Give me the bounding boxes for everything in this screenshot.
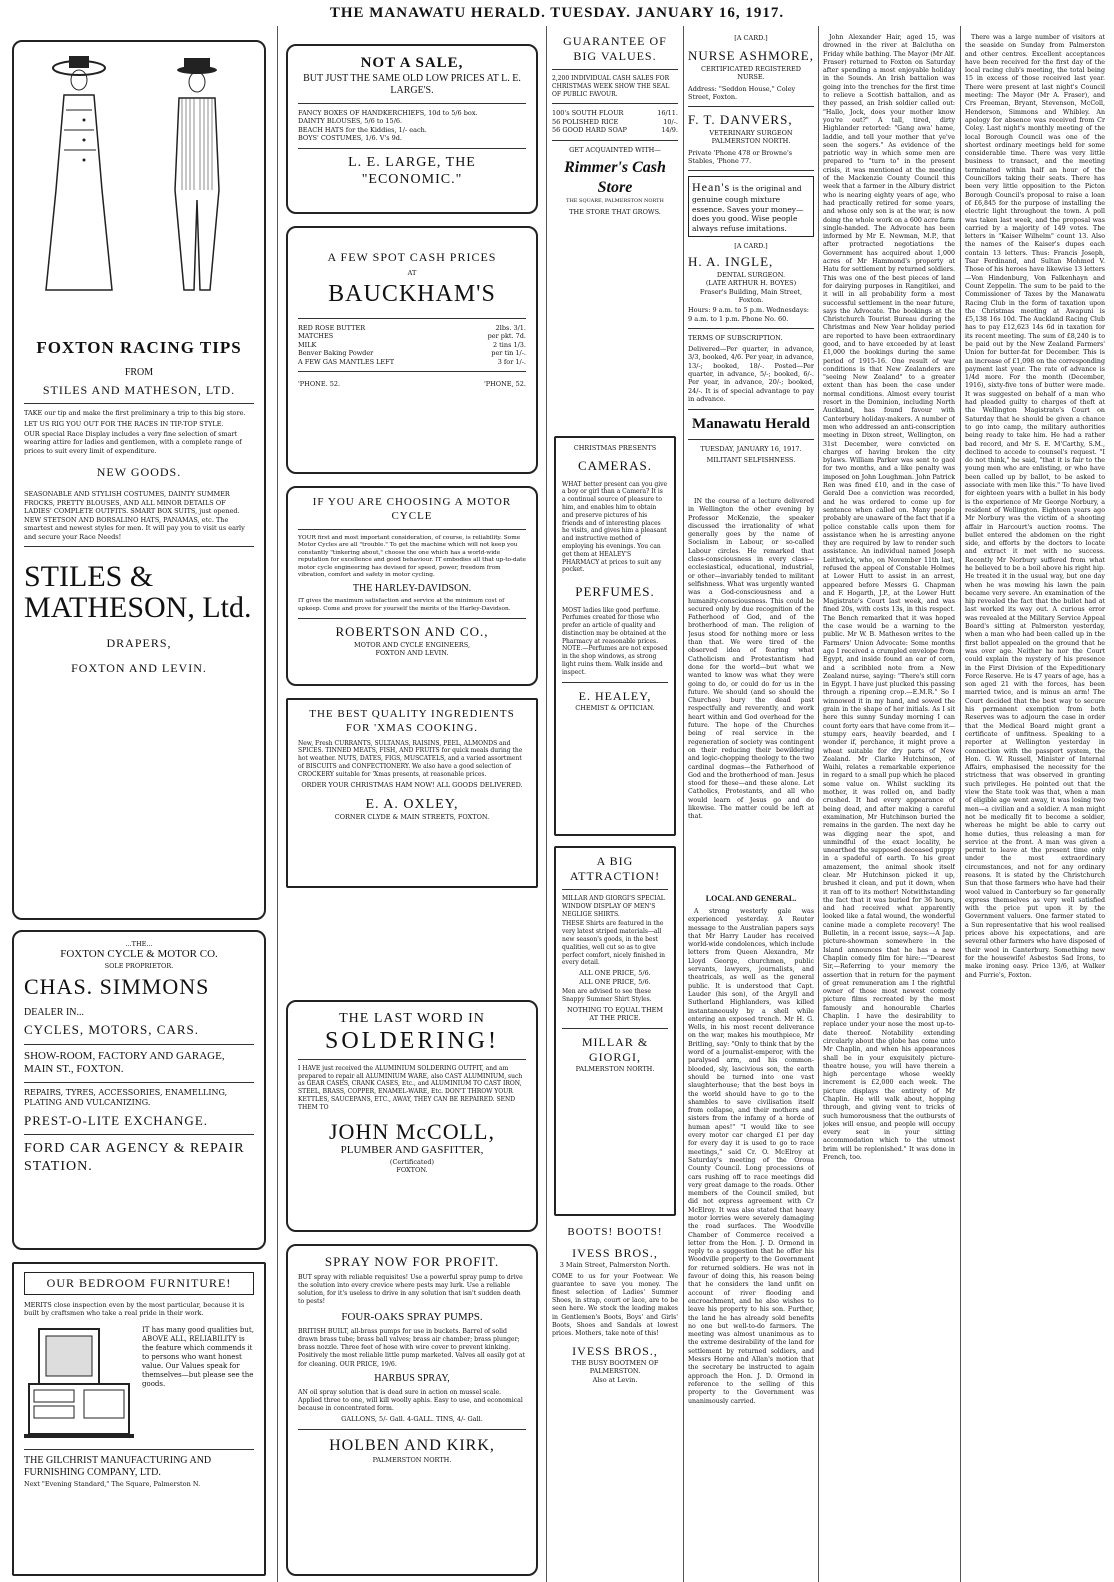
le-large-ad (286, 44, 538, 214)
motor-towns: FOXTON AND LEVIN. (375, 648, 449, 657)
mccoll-body: I HAVE just received the ALUMINIUM SOLDERING OUTFIT, and am prepared to repair all ALUMINIUM WARE, also CAST ALUMINIUM, such as GEAR CASES, CRANK CASES, Etc., and ALUMINIUM TO CAST IRON, STEEL, BRASS, COPPER, ENAMEL-WARE, Etc. DON'T THROW YOUR KETTLES, SAUCEPANS, ETC., AWAY, THEY CAN BE REPAIRED. SEND THEM TO (298, 1064, 523, 1111)
bauckham-at: AT (407, 269, 417, 277)
oxley-address: CORNER CLYDE & MAIN STREETS, FOXTON. (334, 813, 490, 822)
terms-body: Delivered—Per quarter, in advance, 3/3, booked, 4/6. Per year, in advance, 13/-; booked, 18/-. Posted—Per quarter, in advance, 5/-; booked, 6/-. Per year, in advance, 20/-; booked, 24/-. It is of special advantage to pay in advance. (688, 344, 814, 404)
ivess-title: BOOTS! BOOTS! (567, 1226, 663, 1238)
mccoll-word: SOLDERING! (325, 1027, 499, 1054)
racing-body: OUR special Race Display includes a very fine selection of smart wearing attire for ladies and gentlemen, with a complete range of prices to suit every limit of expenditure. (24, 430, 242, 455)
column-rule (277, 26, 278, 1582)
cycle-company: FOXTON CYCLE & MOTOR CO. (60, 948, 218, 961)
mccoll-ad (286, 1000, 538, 1232)
ivess-body: COME to us for your Footwear. We guarantee to save you money. The finest selection of Ladies' Summer Shoes, in strap, court or lace, are to be seen here. We stock the leading makes in Gentlemen's Boots, Boys' and Girls' Boots, Shoes and Sandals at lowest prices. Mothers, take note of this! (552, 1273, 678, 1337)
nurse-title: CERTIFICATED REGISTERED NURSE. (701, 64, 801, 82)
cycle-ford: FORD CAR AGENCY & REPAIR STATION. (24, 1141, 245, 1174)
rimmer-tag: THE STORE THAT GROWS. (569, 207, 661, 216)
bauckham-phones: 'PHONE. 52. 'PHONE, 52. (298, 380, 526, 389)
rimmer-item: 56 GOOD HARD SOAP 14/9. (552, 126, 678, 135)
rimmer-item: 56 POLISHED RICE 10/-. (552, 117, 678, 126)
cycle-prestolite: PREST-O-LITE EXCHANGE. (24, 1112, 209, 1128)
ivess-address: 3 Main Street, Palmerston North. (559, 1260, 671, 1269)
millar-price: ALL ONE PRICE, 5/6. (579, 977, 651, 986)
healey-trade: CHEMIST & OPTICIAN. (575, 703, 655, 712)
large-item: DAINTY BLOUSES, 5/6 to 15/6. (298, 117, 403, 126)
spray-body: BUT spray with reliable requisites! Use a powerful spray pump to drive the solution into every crevice where pests may lurk. Use a reliable solution, for it's useless to drive in any solution that isn't sudden death to pests! (298, 1274, 523, 1306)
news-column-5: John Alexander Hair, aged 15, was drowned in the river at Balclutha on Friday while bathing. The Mayor (Mr Alf. Fraser) returned to Foxton on Saturday after spending a most enjoyable holiday in the Sounds. An Irish battalion was going into the trenches for the first time to relieve a Scottish battalion, and as they passed, an Irish soldier called out: "Hallo, Jock, does your mother know you're out?" A tall, tired, dirty Highlander retorted: "Gang awa' hame, laddie, and tell your mother that ye've seen the sogers." As evidence of the patriotic way in which some men are prepared to "turn to" in the present crisis, it was mentioned at the meeting of the Mackenzie County Council this week that a farmer in the Albury district who is nearing eighty years of age, who had practically retired for some years, and whose only son is at the war, is now doing the whole work on a 600 acre farm single-handed. The Advocate has been informed by Mr E. Newman, M.P., that after protracted negotiations the Government has acquired about 1,000 acres of Mr Hammond's property at Hatu for settlement by returned soldiers. This was one of the best pieces of land for dairying purposes in Rangitikei, and it will in all probability form a most successful settlement in the near future, says the Advocate. The bookings at the Christchurch Tourist Bureau during the Christmas and New Year holiday period are reported to have been extraordinary good, and to have exceeded by at least £1,000 the bookings during the same period of 1915-16. One result of war conditions is that New Zealanders are "seeing New Zealand" to a greater extent than has been the case under normal conditions. Almost every tourist resort in the Dominion, including North Auckland, has found favour with Canterbury holiday-makers. A number of men who addressed an anti-conscription meeting in Dixon street, Wellington, on 31st December, were convicted on charges of having broken the city bylaws. William Parker was sent to gaol for two months, and a like penalty was imposed on John Loughman. John Patrick Ren was fined £10, and in the case of Gerald Dee a conviction was recorded, and he was ordered to come up for sentence when called on. Many people probably are unaware of the fact that if a police constable calls upon them for assistance when he is arresting anyone they are required by law to render such assistance. An individual named Joseph Leithwick, who, on November 11th last, refused the appeal of Constable Holmes at Lower Hutt to assist in an arrest, appeared before Messrs G. Chapman and F. Hogarth, J.P., at the Lower Hutt Magistrate's Court last week, and was fined 20s, with costs 13s, in this respect. The Bench remarked that it was hoped the case would be a warning to the public. Mr W. B. Matheson writes to the Farmers' Union Advocate: Some months ago I received a crumpled envelope from Egypt, and inside found an ear of corn, and a scribbled note from a New Zealand nurse, saying: "There's still corn in Egypt. I have just plucked this passing through a ripening crop.—E.M.R." So I winnowed it in my hand, and sowed the grain in the shape of her initials. As I sit here this sunny Sunday morning I can count forty ears that have come from it—stumpy ears, heavily bearded, and I wonder if, perchance, it might prove a wheat suitable for dry parts of New Zealand. Mr Clarke Hutchinson, of Waihi, relates a remarkable experience in regard to a small pup which he placed some value on. Whilst suckling its mother, it was rolled on, and badly crushed. It had every appearance of being dead, and after making a careful examination, Mr Hutchinson buried the remains in the garden. The next day he was digging near the spot, and unmindful of the exact locality, he unearthed the supposed deceased puppy in a spadeful of earth. To his great amazement, the animal shook itself clear. Mr Hutchinson picked it up, brushed it clean, and put it down, when it ran off to its mother! Notwithstanding the fact that it was buried for 36 hours, and had received what apparently looked like a fatal wound, the wonderful canine made a complete recovery! The Bulletin, in a recent issue, says:—A Jap. picture-showman somewhere in the Island announces that he has a new Chaplin comedy film for hire:—"Dearest Sir,—Referring to your memory the assertion that in return for the payment of great remuneration am I the rightful owner of those most newest comedy picture films recreated by the most famously and honourable Charles Chaplin. I have the desirability to replace under your nose the most up-to-date thereof. Notability extending circularly about the globe has come unto Mr Chaplin, and when his appearances shall be in your exquisitely picture-theatre house, you will have therein a high percentage whose weekly increment is £2,000 each week. The picture displays the entirety of Mr Chaplin. He will walk about, hopping through, and giving vent to tricks of such humorousness that the outbursts of jokes will ensue, and people will occupy every seat in your sitting accommodation which to the utmost brim will be replenished." It was done in French, too. (823, 34, 955, 1162)
millar-nothing: NOTHING TO EQUAL THEM AT THE PRICE. (566, 1005, 664, 1023)
nurse-name: NURSE ASHMORE, (688, 48, 814, 64)
motor-body: IT gives the maximum satisfaction and service at the minimum cost of upkeep. Come and prove for yourself the merits of the Harley-Davidson. (298, 598, 511, 612)
ivess-tag: THE BUSY BOOTMEN OF PALMERSTON. (571, 1358, 659, 1376)
ingle-name: H. A. INGLE, (688, 254, 774, 270)
millar-body: MILLAR AND GIORGI'S SPECIAL WINDOW DISPLAY OF MEN'S NEGLIGE SHIRTS. (562, 895, 665, 918)
motor-trade: MOTOR AND CYCLE ENGINEERS, (353, 640, 471, 649)
holben-kirk-ad (286, 1244, 538, 1576)
racing-title: FOXTON RACING TIPS (36, 338, 242, 358)
hean-ad: Hean's is the original and genuine cough mixture essence. Saves your money—does you good. Wise people always refuse imitations. (688, 176, 814, 237)
ingle-title: DENTAL SURGEON. (716, 270, 786, 279)
foxton-cycle-ad (12, 930, 266, 1250)
cameras-title: CAMERAS. (577, 458, 653, 474)
spray-harbus: HARBUS SPRAY, (374, 1372, 450, 1384)
gilchrist-furniture-ad (12, 1262, 266, 1576)
mccoll-title: THE LAST WORD IN (339, 1011, 485, 1026)
spray-firm: HOLBEN AND KIRK, (329, 1436, 495, 1454)
spray-pumps: FOUR-OAKS SPRAY PUMPS. (341, 1310, 483, 1323)
healey-ad (554, 436, 676, 836)
paper-nameplate: Manawatu Herald (692, 415, 810, 432)
rimmer-logo-sub: THE SQUARE, PALMERSTON NORTH (566, 198, 664, 205)
cycle-the: ...THE... (125, 940, 153, 948)
bauckham-item: MATCHES per pkt. 7d. (298, 332, 526, 341)
stiles-name: STILES & MATHESON, Ltd. (24, 559, 252, 625)
cycle-line: CYCLES, MOTORS, CARS. (24, 1022, 199, 1038)
card-label: [A CARD.] (734, 34, 768, 42)
racing-body: SEASONABLE AND STYLISH COSTUMES, DAINTY SUMMER FROCKS, PRETTY BLOUSES, AND ALL MINOR DETAILS OF LADIES' COMPLETE OUTFITS. SMART BOX SUITS, just opened. NEW STETSON AND BORSALINO HATS, PANAMAS, etc. The smartest and newest styles for men. It will pay you to visit us early and secure your Race Needs! (24, 490, 245, 541)
spray-title: SPRAY NOW FOR PROFIT. (324, 1254, 500, 1269)
spray-town: PALMERSTON NORTH. (372, 1455, 452, 1464)
cameras-xmas: CHRISTMAS PRESENTS (573, 444, 657, 452)
cycle-dealer: DEALER IN... (24, 1006, 84, 1018)
furniture-address: Next "Evening Standard," The Square, Palmerston N. (24, 1479, 201, 1488)
motor-firm: ROBERTSON AND CO., (335, 624, 489, 640)
racing-body: TAKE our tip and make the first preliminary a trip to this big store. (24, 409, 246, 418)
oxley-name: E. A. OXLEY, (365, 796, 459, 812)
mccoll-name: JOHN McCOLL, (329, 1118, 495, 1144)
rimmer-item: 100's SOUTH FLOUR 16/11. (552, 109, 678, 118)
danvers-phone: Private 'Phone 478 or Browne's Stables, 'Phone 77. (688, 148, 793, 165)
column-rule (818, 26, 819, 1582)
mccoll-town: FOXTON. (396, 1166, 428, 1175)
ivess-name: IVESS BROS., (572, 1245, 658, 1260)
editorial-text: IN the course of a lecture delivered in Wellington the other evening by Professor McKenzie, the speaker discussed the irrationality of what generally goes by the name of Socialism in Labour, or so-called Labour circles. He remarked that class-consciousness in every class—ecclesiastical, educational, industrial, or other—invariably tended to militant selfishness. What was urgently wanted was a God-consciousness and a humanity-consciousness. This could be secured only by due recognition of the Fatherhood of God, and of the brotherhood of man. The religion of Jesus stood for nothing more or less than that. We were tired of the observed idea of fearing what Catholicism and Protestantism had done for the world—but what we wanted to know was what they were going to do, or could do for us in the future. We should (and so should the Churches) bury the dead past respectfully and reverently, and work heart within and God overhead for the future. The hope of the Churches being of real service in the regeneration of society was contingent on their reducing their bewildering and logic-chopping theology to the two cardinal dogmas—the Fatherhood of God and the brotherhood of man. Jesus stood for these—and these alone. Let Catholics, Protestants, and all who would learn of Jesus go and do likewise. The matter could be left at that. (688, 498, 814, 821)
robertson-motor-ad (286, 486, 538, 686)
furniture-side: IT has many good qualities but, ABOVE ALL, RELIABILITY is the feature which commends it to persons who want honest value. Our Values speak for themselves—but please see the goods. (142, 1325, 254, 1389)
spray-body: BRITISH BUILT, all-brass pumps for use in buckets. Barrel of solid drawn brass tube; brass ball valves; brass air chamber; brass plunger; brass nozzle. Three feet of hose with wire cover to prevent kinking. Positively the most reliable little pump marketed. Valves all easily got at for cleaning. OUR PRICE, 19/6. (298, 1328, 525, 1368)
mccoll-trade: PLUMBER AND GASFITTER, (340, 1143, 484, 1156)
ivess-name2: IVESS BROS., (572, 1343, 658, 1358)
ingle-hours: Hours: 9 a.m. to 5 p.m. Wednesdays: 9 a.m. to 1 p.m. Phone No. 60. (688, 306, 809, 323)
oxley-body: New, Fresh CURRANTS, SULTANAS, RAISINS, PEEL, ALMONDS and SPICES. TINNED MEATS, FISH, AND FRUITS for quick meals during the hot weather. NUTS, DATES, FIGS, MUSCATELS, and a varied assortment of BISCUITS and CONFECTIONERY. We also have a good selection of CROCKERY suitable for 'Xmas presents, at reasonable prices. (298, 739, 523, 778)
ivess-ad (552, 1226, 678, 1576)
stiles-matheson-ad (12, 40, 266, 920)
millar-giorgi-ad (554, 846, 676, 1216)
furniture-body: MERITS close inspection even by the most particular, because it is built by craftsmen who take a real pride in their work. (24, 1301, 245, 1318)
spray-gallons: GALLONS, 5/- Gall. 4-GALL. TINS, 4/- Gall. (341, 1415, 483, 1424)
local-general-heading: LOCAL AND GENERAL. (705, 894, 797, 903)
terms-title: TERMS OF SUBSCRIPTION. (688, 334, 783, 343)
large-item: FANCY BOXES OF HANDKERCHIEFS, 10d to 5/6 box. (298, 108, 478, 117)
millar-town: PALMERSTON NORTH. (575, 1064, 655, 1073)
oxley-ad (286, 698, 538, 888)
racing-body: LET US RIG YOU OUT FOR THE RACES IN TIP-TOP STYLE. (24, 419, 224, 428)
cycle-repairs: REPAIRS, TYRES, ACCESSORIES, ENAMELLING, PLATING AND VULCANIZING. (24, 1088, 228, 1108)
millar-title: A BIG ATTRACTION! (569, 854, 661, 883)
large-sign: L. E. LARGE, THE "ECONOMIC." (348, 154, 476, 187)
bauckham-item: MILK 2 tins 1/3. (298, 340, 526, 349)
cycle-proprietor: CHAS. SIMMONS (24, 973, 210, 999)
furniture-firm: THE GILCHRIST MANUFACTURING AND FURNISHING COMPANY, LTD. (24, 1454, 212, 1479)
towns-label: FOXTON AND LEVIN. (71, 660, 207, 675)
dressing-table-icon (24, 1324, 134, 1444)
millar-name: MILLAR & GIORGI, (581, 1034, 649, 1064)
oxley-title: THE BEST QUALITY INGREDIENTS FOR 'XMAS COOKING. (309, 708, 515, 734)
furniture-title: OUR BEDROOM FURNITURE! (24, 1272, 254, 1295)
column-rule (683, 26, 684, 1582)
bauckham-item: Benver Baking Powder per tin 1/-. (298, 349, 526, 358)
news-column-6: There was a large number of visitors at the seaside on Sunday from Palmerston and other centres. Excellent acceptances have been received for the first day of the local racing club's meeting, the total being 15 in excess of those received last year. There were present at last night's Council meeting: The Mayor (Mr A. Fraser), and Crs Freeman, Bryant, Stevenson, McColl, Henderson, Simmons and Whibley. An apology for absence was received from Cr Coley. Last night's monthly meeting of the local Borough Council was one of the shortest ordinary meetings held for some considerable time. There was very little business to transact, and the meeting terminated within half an hour of the Councillors taking their seats. There has been very little opposition to the Picton Borough Council's proposal to raise a loan of £6,845 for the purpose of installing the electric light throughout the town. A poll was taken last week, and the proposal was carried by a majority of 149 votes. The letters in "Kaiser Wilhelm" count 13. Also the names of the Kaiser's dupes each contain 13 letters. Thus: Francis Joseph, Tsar Ferdinand, and Sultan Mohmed V. Those of his heroes have likewise 13 letters—Von Hindenburg, Von Falkenhayn and Count Zeppelin. The sum to be paid to the Commissioner of Taxes by the Manawatu Racing Club in the form of taxation upon the Christmas meeting at Awapuni is £5,138 16s 10d. The Auckland Racing Club has to pay £12,623 14s 6d in taxation for its recent meeting. The sum of £8,240 is to be paid out by the New Zealand Farmers' Union for butter-fat for December. This is an increase of £1,098 on the corresponding payment last year. The rate of advance is 1/4d more. For the month (December, 1916), sixty-five tons of butter were made. It was suggested on behalf of a man who had pleaded guilty to charges of theft at the Wellington Magistrate's Court on Saturday that he should be given a chance to go into camp, the military authorities being ready to take him. He had a rather bad record, and Mr S. E. M'Carthy, S.M., declined to accede to counsel's request. "I do not think," he said, "that it is fair to the young men who are enlisting, or who have been called up by ballot, to be asked to associate with men like this." To have lived for eighteen years with a bullet in his body is the experience of Mr George Norbury, a resident of Wellington. Eighteen years ago Mr Norbury was the victim of a shooting affair in Harcourt's auction rooms. The bullet entered the abdomen on the right side, and efforts by the doctors to locate and extract it met with no success. Recently Mr Norbury suffered from what he believed to be a boil above his right hip. He treated it in the usual way, but one day when he was mowing his lawn the pain became very severe. An examination of the hip revealed the fact that the bullet had at last worked its way out. A curious error was revealed at the Military Service Appeal Board's sitting at Palmerston yesterday, when a man who had been called up in the first ballot appealed on the ground that he was over age. Neither he nor the Court could explain the mystery of his presence in the First Division of the Expeditionary Force Reserve. He is 47 years of age, has a son aged 21 with the forces, has been married twice, and is minus an arm! The Court decided that the best way to secure his permanent exemption from both Reserves was to adjourn the case in order that the Medical Board might grant a certificate of unfitness. Speaking to a reporter at Wellington yesterday in connection with the passport system, the Hon. G. W. Russell, Minister of Internal Affairs, emphasised the necessity for the strictness that was observed in granting such privileges. He pointed out that the view the State took was that, when a man of eligible age went away, it was losing two men—a civilian and a soldier. A man might not be medically fit to become a soldier, whereas he might be able to carry out home duties, thus releasing a man for service at the front. A man was given a permit to leave at the present time only under the most extraordinary circumstances, and not for any ordinary reasons. It is stated by the Christchurch Sun that those farmers who have had their wool valued in Canterbury so far generally express themselves as very well satisfied with the price put upon it by the Government valuers. One farmer stated to a Sun representative that his wool realised prices above his expectations, and are several other farmers who have disposed of their wool in Canterbury. Something new for the housewife! Asbestos Sad Irons, to make ironing easy. Price 13/6, at Walker and Furrie's, Foxton. (965, 34, 1105, 979)
large-title: NOT A SALE, (360, 55, 464, 71)
bauckham-ad (286, 226, 538, 474)
cameras-body: WHAT better present can you give a boy or girl than a Camera? It is a continual source of pleasure to him, and enables him to obtain and preserve pictures of his friends and of interesting places he visits, and gives him a pleasant and instructive method of employing his evenings. You can get them at HEALEY'S PHARMACY at prices to suit any pocket. (562, 480, 668, 574)
oxley-order: ORDER YOUR CHRISTMAS HAM NOW! ALL GOODS DELIVERED. (301, 781, 523, 790)
millar-body: Men are advised to see these Snappy Summer Shirt Styles. (562, 988, 652, 1003)
fashion-illustration-icon (24, 50, 254, 300)
ingle-late: (LATE ARTHUR H. BOYES) (705, 279, 797, 288)
cycle-showroom: SHOW-ROOM, FACTORY AND GARAGE, MAIN ST., FOXTON. (24, 1049, 225, 1076)
racing-firm: STILES AND MATHESON, LTD. (42, 383, 236, 398)
column-rule (960, 26, 961, 1582)
column-rule (546, 26, 547, 1582)
drapers-label: DRAPERS, (106, 635, 172, 650)
rimmer-ad (552, 34, 678, 234)
large-item: BEACH HATS for the Kiddies, 1/- each. (298, 125, 427, 134)
danvers-name: F. T. DANVERS, (688, 112, 793, 128)
masthead: THE MANAWATU HERALD. TUESDAY. JANUARY 16, 1917. (329, 5, 785, 21)
mccoll-cert: (Certificated) (389, 1157, 435, 1166)
danvers-title: VETERINARY SURGEON (709, 128, 793, 137)
new-goods-heading: NEW GOODS. (96, 465, 182, 480)
rimmer-title: GUARANTEE OF BIG VALUES. (563, 34, 667, 63)
bauckham-name: BAUCKHAM'S (328, 281, 496, 308)
editorial-title: MILITANT SELFISHNESS. (706, 455, 796, 464)
motor-body: YOUR first and most important consideration, of course, is reliability. Some Motor Cycles are all "trouble." To get the machine which will not keep you constantly "tinkering about," choose the one which has a world-wide reputation for excellence and good behaviour. IT embodies all that up-to-date motor cycle engineering has devised for speed, power, freedom from vibration, comfort and safety in motor cycling. (298, 534, 526, 579)
healey-name: E. HEALEY, (578, 688, 652, 703)
bauckham-title: A FEW SPOT CASH PRICES (327, 250, 497, 264)
perfumes-body: MOST ladies like good perfume. Perfumes created for those who prefer an article of quality and distinction may be obtained at the Pharmacy at reasonable prices. NOTE.—Perfumes are not exposed in the shop windows, as strong light ruins them. Walk inside and inspect. (562, 606, 668, 676)
bauckham-item: RED ROSE BUTTER 2lbs. 3/1. (298, 323, 526, 332)
millar-price: ALL ONE PRICE, 5/6. (579, 969, 651, 978)
editorial-date: TUESDAY, JANUARY 16, 1917. (700, 444, 802, 453)
large-item: BOYS' COSTUMES, 1/6. V's 9d. (298, 134, 402, 143)
rimmer-body: 2,200 INDIVIDUAL CASH SALES FOR CHRISTMAS WEEK SHOW THE SEAL OF PUBLIC FAVOUR. (552, 75, 670, 98)
spray-body: AN oil spray solution that is dead sure in action on mussel scale. Applied three to one, will kill woolly aphis. Easy to use, and economical because in concentrated form. (298, 1389, 523, 1413)
cycle-sole: SOLE PROPRIETOR. (104, 962, 174, 971)
local-general-text: A strong westerly gale was experienced yesterday. A Reuter message to the Australian papers says that Mr Harry Lauder has received world-wide condolences, which include letters from Queen Alexandra, Mr Lloyd George, churchmen, public servants, lawyers, journalists, and theatricals, as well as the general public. It is understood that Capt. Lauder (his son), of the Argyll and Sutherland Highlanders, was killed instantaneously by a shell while entering an exposed trench. Mr H. G. Wells, in his most recent deliverance on the war, makes his mouthpiece, Mr Britling, say: "Only to think that by the word of a journalist-emperor, with the paralysed arm, and his common-blooded, sly, lascivious son, the earth should be turned into one vast slaughterhouse; that the best boys in the world should have to go to the shambles to save civilisation itself from collapse, and their mothers and sisters from the infamy of a horde of human apes!" "I would like to see every motor car charged £1 per day for every day it is used to go to race meetings," said Cr. O. McElroy at Saturday's meeting of the Oroua County Council. Long processions of cars rushing off to race meetings did very great damage to the roads. Other members of the Council smiled, but did not express agreement with Cr McElroy. It was also stated that heavy motor lorries were severely damaging the road surfaces. The Woodville Chamber of Commerce received a letter from the Hon. J. D. Ormond in reply to a suggestion that he offer his Woodville property to the Government for returned soldiers. He was not in favour of doing this, his reason being that he considers the land unfit on account of river flooding and encroachment, and he also wishes to leave his property to his son. Further, the land he has already sold benefits no one but well-to-do farmers. The meeting was almost unanimous as to the extreme desirability of the land for settlement by returned soldiers, and Messrs Horne and Allan's motion that the secretary be instructed to again approach the Hon. J. D. Ormond in reference to the selling of this property to the Government was unanimously carried. (688, 908, 814, 1405)
rimmer-logo: Rimmer's Cash Store (564, 159, 666, 197)
rimmer-get: GET ACQUAINTED WITH— (569, 145, 661, 154)
card-label: [A CARD.] (734, 241, 768, 250)
nurse-address: Address: "Seddon House," Coley Street, Foxton. (688, 84, 796, 101)
racing-from: FROM (124, 366, 154, 378)
large-sub: BUT JUST THE SAME OLD LOW PRICES AT L. E. LARGE'S. (303, 72, 521, 97)
perfumes-title: PERFUMES. (575, 584, 655, 600)
ivess-levin: Also at Levin. (592, 1375, 638, 1384)
motor-title: IF YOU ARE CHOOSING A MOTOR CYCLE (312, 496, 512, 522)
millar-body: THESE Shirts are featured in the very latest striped materials—all new season's goods, in the best qualities, well cut so as to give perfect comfort, nicely finished in every detail. (562, 920, 666, 967)
motor-model: THE HARLEY-DAVIDSON. (352, 582, 472, 594)
cards-column (688, 34, 814, 467)
bauckham-item: A FEW GAS MANTLES LEFT 3 for 1/-. (298, 357, 526, 366)
danvers-city: PALMERSTON NORTH. (711, 137, 791, 146)
ingle-address: Fraser's Building, Main Street, Foxton. (699, 287, 803, 304)
